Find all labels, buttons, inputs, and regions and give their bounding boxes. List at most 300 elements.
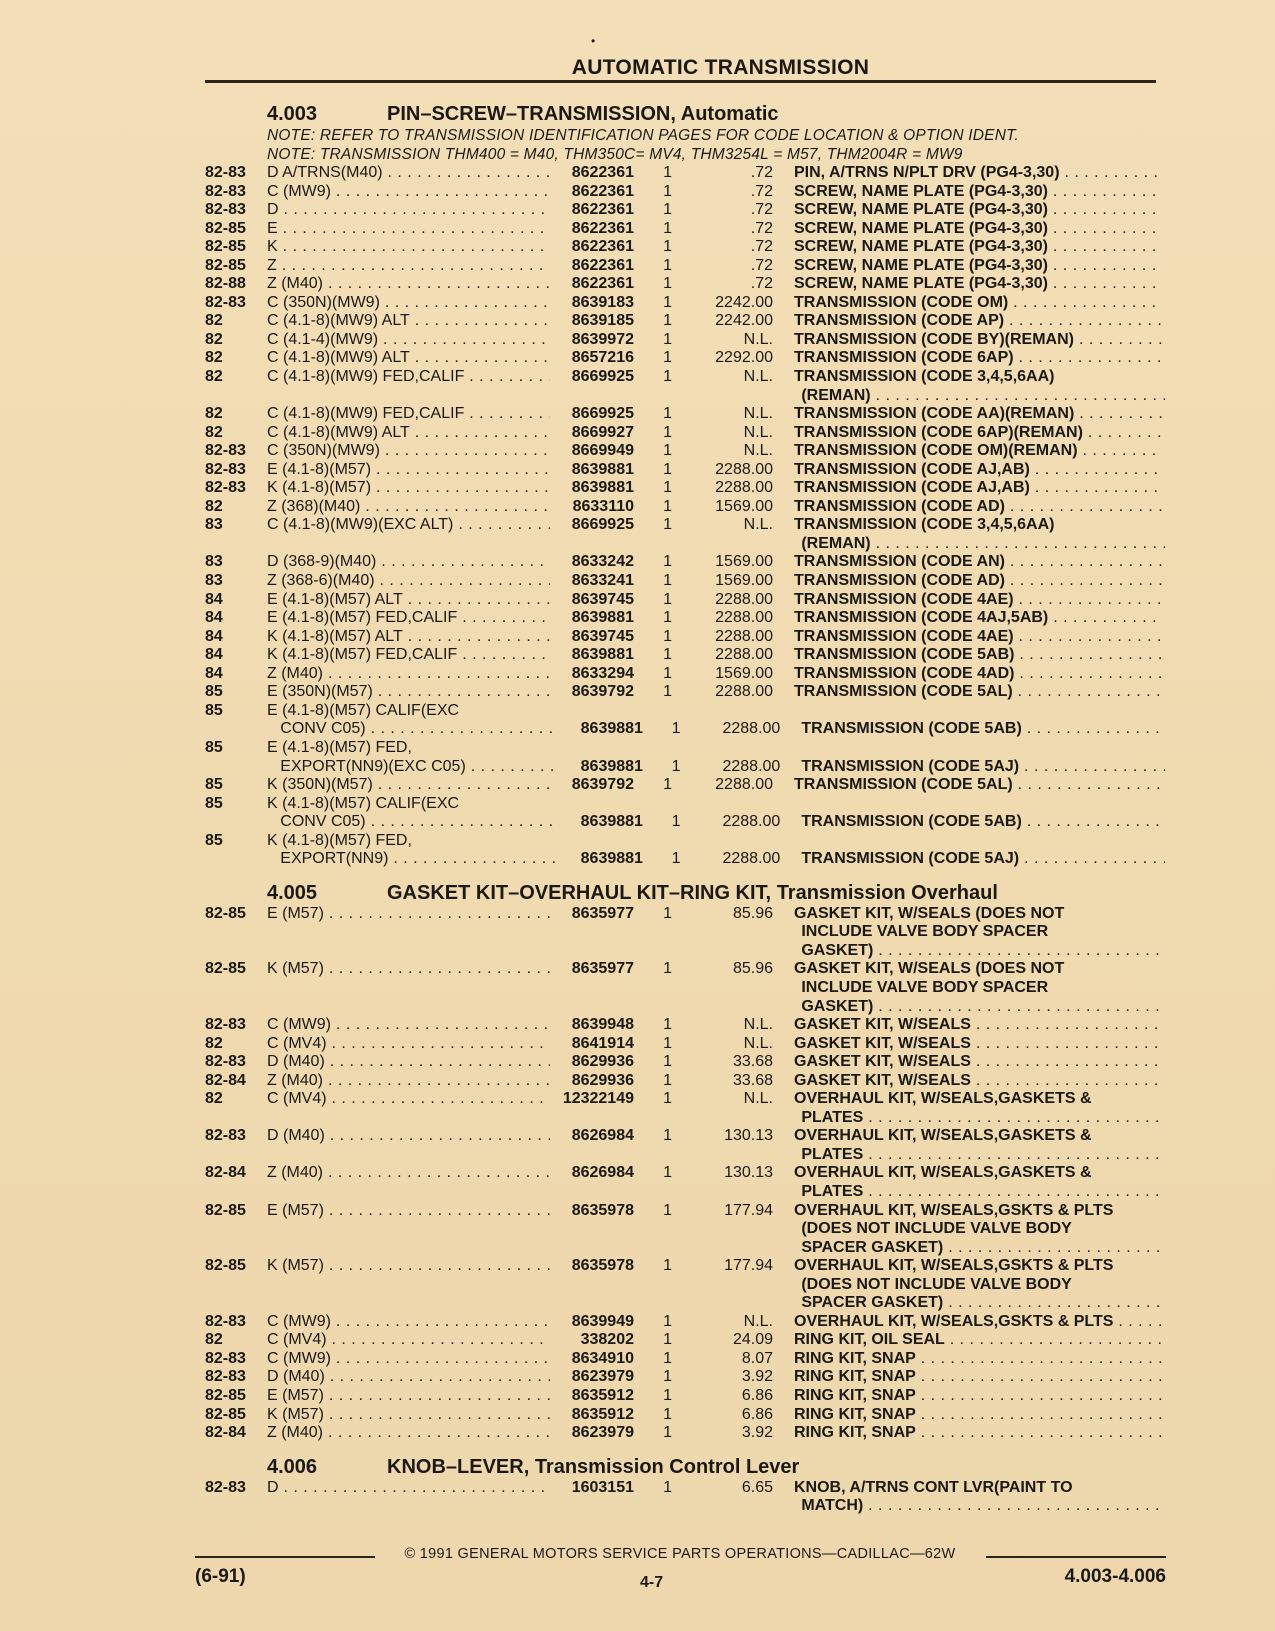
quantity: 1: [663, 330, 672, 348]
usage-text: C (MW9) . . .: [267, 183, 550, 200]
model-year: 82-83: [205, 293, 246, 311]
part-name-text: PLATES . . .: [801, 1146, 1165, 1163]
part-name: [773, 1127, 1162, 1146]
quantity: 1: [663, 256, 672, 274]
part-number: [546, 1276, 629, 1295]
usage-description: [267, 164, 550, 183]
part-name-text: GASKET KIT, W/SEALS . . .: [794, 1035, 1162, 1052]
part-name-text: SCREW, NAME PLATE (PG4-3,30) . . .: [794, 201, 1162, 218]
usage-description: [267, 183, 550, 202]
part-number: [550, 832, 634, 851]
part-name: [773, 1368, 1162, 1387]
part-number: [546, 1220, 629, 1239]
part-name-text: (DOES NOT INCLUDE VALVE BODY: [801, 1275, 1072, 1293]
usage-text: C (MW9) . . .: [267, 1313, 550, 1330]
usage-description: [267, 220, 550, 239]
price: 2288.00: [715, 590, 773, 608]
usage-text: C (4.1-8)(MW9)(EXC ALT) . . .: [267, 516, 550, 533]
part-name: [773, 628, 1162, 647]
part-number: 8633110: [572, 497, 634, 515]
usage-description: [267, 461, 550, 480]
part-number: 8669927: [571, 423, 634, 441]
table-row: [205, 591, 1165, 610]
part-name: [773, 1072, 1162, 1091]
part-name: [766, 387, 1165, 406]
model-year: 84: [205, 590, 223, 608]
quantity: 1: [663, 479, 672, 497]
part-number: 8635978: [571, 1201, 634, 1219]
usage-text: C (4.1-8)(MW9) ALT . . .: [267, 349, 550, 366]
copyright-text: © 1991 GENERAL MOTORS SERVICE PARTS OPERATIONS—CADILLAC—62W: [404, 1546, 956, 1562]
table-row: [205, 776, 1165, 795]
table-row-continuation: [205, 758, 1165, 777]
usage-description: [267, 349, 550, 368]
part-name: [773, 795, 1162, 814]
quantity: [629, 1276, 667, 1295]
part-name: [766, 1220, 1165, 1239]
usage-text: E . . .: [267, 220, 550, 237]
table-row: [205, 960, 1165, 979]
part-name: [773, 1202, 1162, 1221]
part-name: [766, 535, 1165, 554]
part-number: 8622361: [571, 164, 634, 181]
part-number: 8639183: [571, 293, 634, 311]
model-year: 82-83: [205, 442, 246, 460]
part-name-text: PLATES . . .: [801, 1183, 1165, 1200]
part-name: [773, 1035, 1162, 1054]
part-number: 8669949: [571, 442, 634, 460]
table-row-continuation: [205, 942, 1165, 961]
part-name: [773, 1479, 1162, 1498]
model-year: 83: [205, 553, 223, 571]
price: 33.68: [732, 1053, 773, 1071]
table-row: [205, 1053, 1165, 1072]
price: 2288.00: [722, 720, 781, 738]
table-row: [205, 164, 1165, 183]
price: 2288.00: [715, 460, 773, 478]
part-name: [773, 183, 1162, 202]
part-number: 8635912: [571, 1405, 634, 1423]
part-name: [780, 813, 1165, 832]
part-name: [773, 609, 1162, 628]
usage-description: [267, 1016, 550, 1035]
usage-description: [267, 442, 550, 461]
part-number: 8635978: [571, 1257, 634, 1275]
part-number: 8633294: [571, 664, 634, 682]
table-row: [205, 1035, 1165, 1054]
model-year: 85: [205, 794, 223, 812]
usage-description: [267, 776, 550, 795]
table-row: [205, 498, 1165, 517]
part-number: 8629936: [571, 1071, 634, 1089]
usage-description: [267, 257, 550, 276]
usage-text: EXPORT(NN9) . . .: [280, 850, 560, 867]
part-name: [766, 1239, 1165, 1258]
quantity: 1: [663, 776, 672, 794]
table-row: [205, 312, 1165, 331]
model-year: [205, 387, 266, 406]
usage-description: [267, 795, 550, 814]
price: 1569.00: [715, 664, 773, 682]
part-name-text: TRANSMISSION (CODE OM)(REMAN) . . .: [794, 442, 1162, 459]
price: 2288.00: [715, 479, 773, 497]
usage-description: [266, 942, 546, 961]
model-year: [205, 720, 266, 739]
table-row: [205, 553, 1165, 572]
section-title: [387, 103, 779, 126]
table-row: [205, 516, 1165, 535]
model-year: 83: [205, 572, 223, 590]
quantity: 1: [663, 238, 672, 256]
part-name: [773, 1350, 1162, 1369]
table-row: [205, 349, 1165, 368]
part-name-text: OVERHAUL KIT, W/SEALS,GASKETS &: [794, 1090, 1092, 1108]
table-row: [205, 609, 1165, 628]
part-name: [773, 683, 1162, 702]
part-name: [773, 776, 1162, 795]
quantity: 1: [663, 497, 672, 515]
table-row-continuation: [205, 979, 1165, 998]
section-title-tail: Transmission Overhaul: [776, 881, 998, 904]
price: 3.92: [741, 1424, 773, 1442]
quantity: 1: [663, 275, 672, 293]
part-name-text: RING KIT, SNAP . . .: [794, 1368, 1162, 1385]
quantity: 1: [663, 293, 672, 311]
price: [667, 1276, 767, 1295]
part-name: [773, 516, 1162, 535]
model-year: [205, 942, 266, 961]
usage-text: E (350N)(M57) . . .: [267, 683, 550, 700]
part-number: 8639948: [571, 1016, 634, 1034]
usage-description: [267, 553, 550, 572]
part-number: 8669925: [571, 405, 634, 423]
part-number: 338202: [580, 1331, 634, 1349]
table-row: [205, 572, 1165, 591]
model-year: [205, 979, 266, 998]
part-name-text: TRANSMISSION (CODE AP) . . .: [794, 312, 1162, 329]
price: N.L.: [743, 368, 773, 386]
table-row: [205, 702, 1165, 721]
quantity: 1: [671, 757, 681, 775]
part-name-text: TRANSMISSION (CODE OM) . . .: [794, 294, 1162, 311]
part-name-text: OVERHAUL KIT, W/SEALS,GSKTS & PLTS: [794, 1201, 1114, 1219]
usage-description: [267, 702, 550, 721]
price: [672, 739, 773, 758]
part-number: 8635977: [571, 904, 634, 922]
usage-description: [267, 1257, 550, 1276]
model-year: 82: [205, 405, 223, 423]
part-name: [773, 905, 1162, 924]
price: [667, 1239, 767, 1258]
part-name-text: TRANSMISSION (CODE 5AB) . . .: [801, 813, 1165, 830]
part-name-text: TRANSMISSION (CODE 5AL) . . .: [794, 683, 1162, 700]
section-number: 4.005: [267, 881, 318, 904]
price: N.L.: [743, 1034, 773, 1052]
part-name-text: TRANSMISSION (CODE AA)(REMAN) . . .: [794, 405, 1162, 422]
quantity: 1: [663, 349, 672, 367]
table-row: [205, 1072, 1165, 1091]
part-name: [766, 979, 1165, 998]
model-year: 82-83: [205, 1016, 246, 1034]
part-name: [773, 1257, 1162, 1276]
table-row: [205, 832, 1165, 851]
usage-text: Z (M40) . . .: [267, 1164, 550, 1181]
part-number: 8626984: [571, 1127, 634, 1145]
quantity: 1: [663, 572, 672, 590]
usage-description: [266, 1183, 546, 1202]
usage-text: C (4.1-8)(MW9) FED,CALIF . . .: [267, 405, 550, 422]
part-name-text: OVERHAUL KIT, W/SEALS,GSKTS & PLTS: [794, 1257, 1114, 1275]
quantity: [629, 942, 667, 961]
quantity: 1: [663, 442, 672, 460]
table-row-continuation: [205, 387, 1165, 406]
part-name: [773, 1016, 1162, 1035]
usage-description: [266, 813, 560, 832]
price: [667, 923, 767, 942]
part-name-text: TRANSMISSION (CODE AD) . . .: [794, 572, 1162, 589]
price: .72: [750, 219, 773, 237]
model-year: 82-83: [205, 1053, 246, 1071]
part-name: [773, 201, 1162, 220]
part-name: [773, 294, 1162, 313]
part-name-text: TRANSMISSION (CODE AN) . . .: [794, 553, 1162, 570]
table-row: [205, 1406, 1165, 1425]
price: 8.07: [741, 1349, 773, 1367]
part-name: [773, 331, 1162, 350]
usage-text: CONV C05) . . .: [280, 720, 560, 737]
model-year: [205, 1146, 266, 1165]
section-title: [387, 882, 998, 905]
part-name-text: (REMAN) . . .: [801, 535, 1165, 552]
quantity: 1: [663, 405, 672, 423]
price: N.L.: [743, 1312, 773, 1330]
price: 1569.00: [715, 553, 773, 571]
quantity: 1: [663, 1368, 672, 1386]
price: [667, 1183, 767, 1202]
table-row: [205, 1350, 1165, 1369]
quantity: 1: [671, 850, 681, 868]
usage-text: K (M57) . . .: [267, 1406, 550, 1423]
usage-description: [267, 201, 550, 220]
usage-text: D (M40) . . .: [267, 1053, 550, 1070]
model-year: 85: [205, 683, 223, 701]
table-row: [205, 1202, 1165, 1221]
usage-description: [267, 1479, 550, 1498]
usage-text: E (4.1-8)(M57) . . .: [267, 461, 550, 478]
footer-date-code: (6-91): [195, 1566, 246, 1587]
part-name: [773, 164, 1162, 183]
part-name-text: TRANSMISSION (CODE 4AE) . . .: [794, 628, 1162, 645]
quantity: 1: [671, 813, 681, 831]
part-name-text: TRANSMISSION (CODE 6AP) . . .: [794, 349, 1162, 366]
model-year: 82-84: [205, 1164, 246, 1182]
usage-description: [266, 535, 546, 554]
usage-text: E (M57) . . .: [267, 905, 550, 922]
model-year: 84: [205, 627, 223, 645]
part-name: [780, 720, 1165, 739]
quantity: 1: [663, 904, 672, 922]
quantity: [634, 739, 672, 758]
table-row: [205, 275, 1165, 294]
table-row-continuation: [205, 720, 1165, 739]
part-name: [773, 1387, 1162, 1406]
usage-description: [267, 1035, 550, 1054]
part-number: 8634910: [571, 1349, 634, 1367]
usage-description: [267, 405, 550, 424]
model-year: [205, 813, 266, 832]
part-name: [773, 1164, 1162, 1183]
part-number: 1603151: [571, 1478, 634, 1496]
part-name-text: TRANSMISSION (CODE 5AJ) . . .: [801, 758, 1165, 775]
usage-text: Z (368)(M40) . . .: [267, 498, 550, 515]
usage-text: C (350N)(MW9) . . .: [267, 442, 550, 459]
table-row: [205, 905, 1165, 924]
part-name-text: SCREW, NAME PLATE (PG4-3,30) . . .: [794, 275, 1162, 292]
part-number: 8639185: [571, 312, 634, 330]
model-year: 85: [205, 701, 223, 719]
model-year: 82-84: [205, 1424, 246, 1442]
part-name-text: PIN, A/TRNS N/PLT DRV (PG4-3,30) . . .: [794, 164, 1162, 181]
quantity: 1: [663, 182, 672, 200]
table-row: [205, 294, 1165, 313]
quantity: 1: [663, 423, 672, 441]
part-name-text: GASKET KIT, W/SEALS (DOES NOT: [794, 960, 1065, 978]
usage-description: [267, 479, 550, 498]
part-name-text: SCREW, NAME PLATE (PG4-3,30) . . .: [794, 257, 1162, 274]
price: 2242.00: [715, 312, 773, 330]
part-name: [773, 553, 1162, 572]
usage-text: D (M40) . . .: [267, 1368, 550, 1385]
price: .72: [750, 275, 773, 293]
price: 85.96: [732, 904, 773, 922]
quantity: [634, 832, 672, 851]
part-name: [773, 405, 1162, 424]
part-name: [766, 942, 1165, 961]
quantity: [629, 1183, 667, 1202]
usage-text: C (MV4) . . .: [267, 1090, 550, 1107]
usage-description: [267, 368, 550, 387]
part-number: 8633242: [571, 553, 634, 571]
part-name: [773, 702, 1162, 721]
usage-description: [267, 739, 550, 758]
quantity: [629, 387, 667, 406]
table-row-continuation: [205, 923, 1165, 942]
model-year: 82: [205, 497, 223, 515]
model-year: 82-85: [205, 904, 246, 922]
price: 130.13: [724, 1127, 773, 1145]
price: [667, 1146, 767, 1165]
part-name: [780, 758, 1165, 777]
table-row: [205, 1164, 1165, 1183]
usage-text: C (4.1-8)(MW9) ALT . . .: [267, 424, 550, 441]
part-name-text: (REMAN) . . .: [801, 387, 1165, 404]
model-year: 82: [205, 1331, 223, 1349]
part-number: 8633241: [571, 572, 634, 590]
price: 177.94: [724, 1257, 773, 1275]
parts-list: [205, 96, 1165, 1516]
footer-range: 4.003-4.006: [1064, 1566, 1166, 1587]
usage-description: [267, 1053, 550, 1072]
part-number: 8629936: [571, 1053, 634, 1071]
price: 6.86: [741, 1387, 773, 1404]
part-number: [546, 1109, 629, 1128]
part-name-text: GASKET KIT, W/SEALS . . .: [794, 1072, 1162, 1089]
table-row: [205, 1479, 1165, 1498]
model-year: [205, 1239, 266, 1258]
table-row: [205, 1313, 1165, 1332]
price: N.L.: [743, 442, 773, 460]
price: 130.13: [724, 1164, 773, 1182]
part-name-text: RING KIT, OIL SEAL . . .: [794, 1331, 1162, 1348]
part-number: [546, 1497, 629, 1516]
usage-text: Z (M40) . . .: [267, 1424, 550, 1441]
part-name-text: SCREW, NAME PLATE (PG4-3,30) . . .: [794, 183, 1162, 200]
model-year: [205, 1109, 266, 1128]
quantity: 1: [663, 664, 672, 682]
usage-description: [266, 1109, 546, 1128]
usage-description: [267, 572, 550, 591]
price: 3.92: [741, 1368, 773, 1386]
model-year: [205, 535, 266, 554]
part-name-text: TRANSMISSION (CODE 5AB) . . .: [794, 646, 1162, 663]
part-number: 8639881: [580, 813, 643, 831]
part-name-text: MATCH) . . .: [801, 1497, 1165, 1514]
table-row-continuation: [205, 1497, 1165, 1516]
quantity: 1: [663, 553, 672, 571]
price: [667, 998, 767, 1017]
model-year: [205, 758, 266, 777]
usage-text: C (4.1-4)(MW9) . . .: [267, 331, 550, 348]
usage-text: E (4.1-8)(M57) ALT . . .: [267, 591, 550, 608]
price: [667, 1109, 767, 1128]
part-name: [773, 572, 1162, 591]
part-number: 8641914: [571, 1034, 634, 1052]
part-name-text: SPACER GASKET) . . .: [801, 1239, 1165, 1256]
usage-text: E (M57) . . .: [267, 1202, 550, 1219]
model-year: [205, 1183, 266, 1202]
model-year: 85: [205, 738, 223, 756]
part-number: 8639972: [571, 330, 634, 348]
usage-description: [266, 998, 546, 1017]
model-year: 82-83: [205, 1349, 246, 1367]
usage-description: [266, 850, 560, 869]
section-heading: [205, 96, 1165, 126]
table-row: [205, 257, 1165, 276]
model-year: 82-83: [205, 1478, 246, 1496]
price: 2288.00: [715, 609, 773, 627]
part-name-text: TRANSMISSION (CODE 4AD) . . .: [794, 665, 1162, 682]
part-number: [550, 739, 634, 758]
part-number: [546, 387, 629, 406]
model-year: 82-83: [205, 460, 246, 478]
table-row: [205, 646, 1165, 665]
price: N.L.: [743, 1016, 773, 1034]
quantity: 1: [663, 1053, 672, 1071]
part-name: [773, 1424, 1162, 1443]
table-row: [205, 665, 1165, 684]
quantity: [629, 535, 667, 554]
page-title: AUTOMATIC TRANSMISSION: [571, 56, 870, 79]
usage-description: [267, 516, 550, 535]
part-name-text: RING KIT, SNAP . . .: [794, 1424, 1162, 1441]
usage-description: [267, 1331, 550, 1350]
quantity: 1: [663, 201, 672, 219]
model-year: 82-83: [205, 164, 246, 181]
price: 24.09: [732, 1331, 773, 1349]
part-number: 8639881: [580, 720, 643, 738]
part-name-text: TRANSMISSION (CODE 5AJ) . . .: [801, 850, 1165, 867]
part-name: [773, 498, 1162, 517]
